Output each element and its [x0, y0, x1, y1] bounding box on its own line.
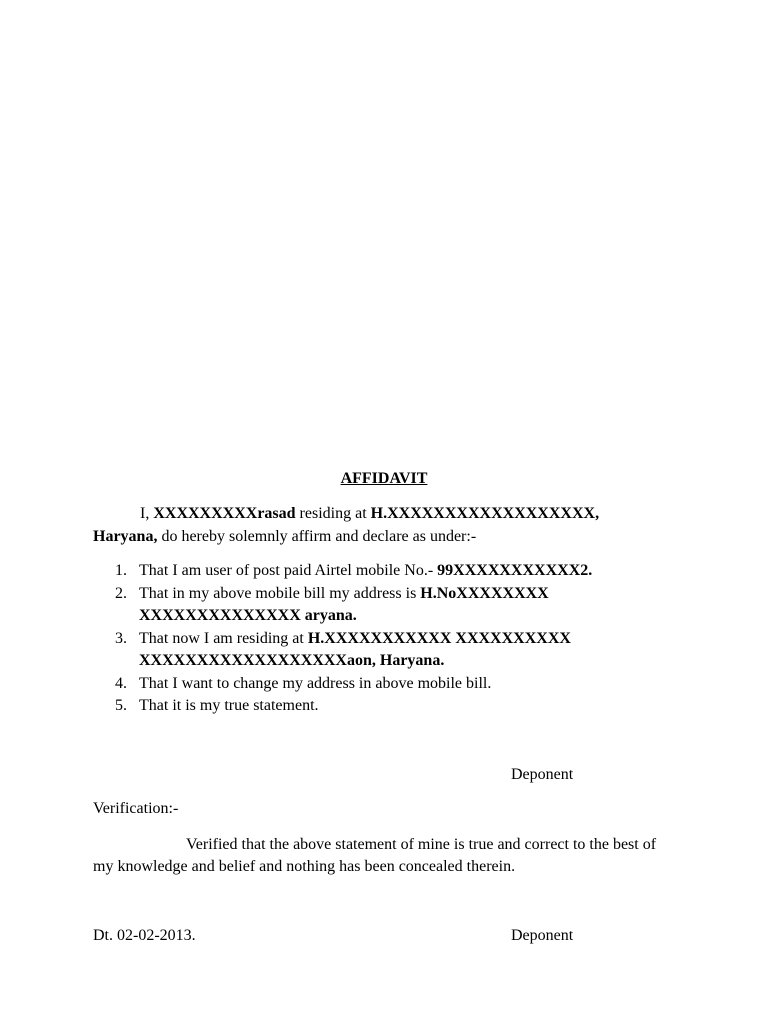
intro-address-line2: Haryana, [93, 528, 158, 545]
list-item-number: 5. [115, 697, 127, 714]
deponent-signature-label-2: Deponent [511, 927, 574, 944]
old-address-line1: H.NoXXXXXXXX [420, 584, 549, 602]
verification-paragraph [93, 834, 678, 878]
list-item-text: That I want to change my address in above mobile bill. [139, 674, 492, 692]
declaration-list [93, 560, 673, 718]
list-item [93, 583, 673, 628]
list-item-text: That it is my true statement. [139, 697, 319, 714]
deponent-signature-label: Deponent [511, 766, 574, 783]
intro-paragraph [93, 502, 673, 548]
list-item [93, 695, 673, 718]
list-item [93, 560, 673, 583]
list-item [93, 673, 673, 696]
list-item [93, 628, 673, 673]
intro-prefix: I, [140, 505, 154, 522]
mobile-number: 99XXXXXXXXXXX2. [437, 562, 593, 579]
deponent-name: XXXXXXXXXrasad [153, 505, 296, 522]
intro-suffix: do hereby solemnly affirm and declare as under:- [157, 528, 477, 545]
old-address-line2: XXXXXXXXXXXXXX aryana. [139, 607, 357, 624]
list-item-text: That in my above mobile bill my address is [139, 584, 421, 602]
document-title: AFFIDAVIT [340, 470, 428, 487]
verification-heading: Verification:- [93, 800, 179, 817]
list-item-text: That now I am residing at [139, 629, 308, 647]
intro-mid: residing at [295, 505, 371, 522]
list-item-number: 1. [115, 562, 127, 579]
intro-address-line1: H.XXXXXXXXXXXXXXXXXX, [370, 505, 600, 522]
verification-text: Verified that the above statement of mine is true and correct to the best of my knowledge and belief and nothing has been concealed therein. [93, 836, 657, 875]
list-item-text: That I am user of post paid Airtel mobile No.- [139, 562, 438, 579]
new-address-line1: H.XXXXXXXXXXX XXXXXXXXXX [307, 629, 571, 647]
document-date: Dt. 02-02-2013. [93, 927, 196, 944]
new-address-line2: XXXXXXXXXXXXXXXXXXaon, Haryana. [139, 652, 445, 669]
list-item-number: 2. [115, 584, 127, 602]
list-item-number: 3. [115, 629, 127, 647]
list-item-number: 4. [115, 674, 127, 692]
